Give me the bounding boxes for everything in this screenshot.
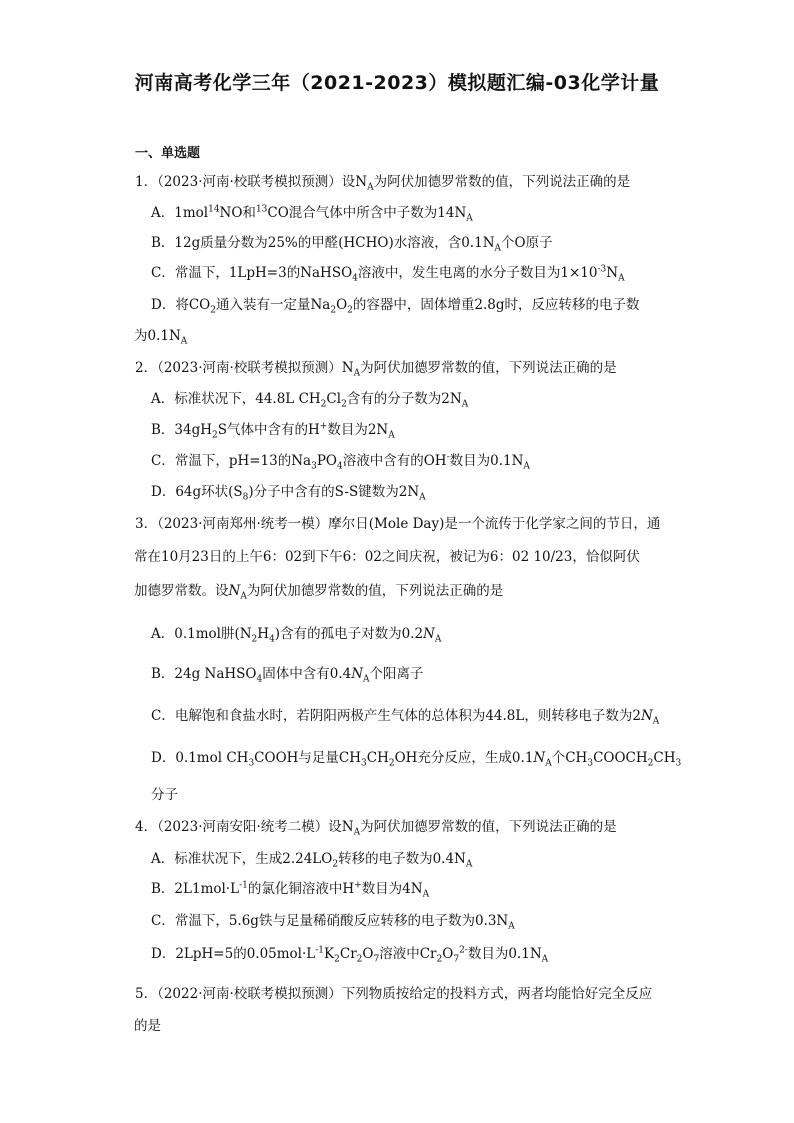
question-1-option-d: D．将$CO_2$通入装有一定量$Na_2O_2$的容器中，固体增重2.8g时，反应转移的电子数 [151, 297, 640, 316]
question-1-option-d-continued: 为$0.1N_A$ [134, 328, 188, 347]
question-1-option-c: C．常温下，1LpH=3的NaHSO$_4$溶液中，发生电离的水分子数目为$1\times 10^{-3}N_A$ [151, 264, 625, 284]
question-3-option-a: A．0.1mol肼$(N_2H_4)$含有的孤电子对数为$0.2N_A$ [151, 626, 442, 645]
question-3-option-d: D．0.1mol $CH_3COOH$与足量$CH_3CH_2OH$充分反应，生成$0.1N_A$个$CH_3COOCH_2CH_3$ [151, 750, 682, 769]
question-2-option-a: A．标准状况下，44.8L $CH_2Cl_2$含有的分子数为$2N_A$ [151, 391, 469, 410]
question-4-option-c: C．常温下，5.6g铁与足量稀硝酸反应转移的电子数为$0.3N_A$ [151, 913, 515, 932]
question-3-option-d-continued: 分子 [151, 787, 178, 803]
question-2-option-c: C．常温下，pH=13的$Na_3PO_4$溶液中含有的OH-数目为$0.1N_A$ [151, 452, 530, 472]
question-2-stem: 2．（2023·河南·校联考模拟预测）$N_A$为阿伏加德罗常数的值，下列说法正确的是 [135, 360, 617, 379]
question-3-option-b: B．24g NaHSO$_4$固体中含有$0.4N_A$个阳离子 [151, 666, 424, 685]
question-1-option-a: A．1mol$^{14}$NO和$^{13}$CO混合气体中所含中子数为$14N_A$ [151, 204, 473, 224]
question-4-option-b: B．$2L1mol\cdot L^{-1}$的氯化铜溶液中H+数目为$4N_A$ [151, 880, 430, 900]
question-3-stem-line-1: 3．（2023·河南郑州·统考一模）摩尔日(Mole Day)是一个流传于化学家之间的节日，通 [135, 516, 661, 532]
question-4-stem: 4．（2023·河南安阳·统考二模）设$N_A$为阿伏加德罗常数的值，下列说法正确的是 [135, 819, 617, 838]
section-heading: 一、单选题 [135, 146, 201, 161]
question-3-stem-line-3: 加德罗常数。设$N_A$为阿伏加德罗常数的值，下列说法正确的是 [134, 583, 504, 602]
question-1-option-b: B．12g质量分数为25%的甲醛(HCHO)水溶液，含$0.1N_A$个O原子 [151, 235, 553, 254]
question-4-option-a: A．标准状况下，生成$2.24LO_2$转移的电子数为$0.4N_A$ [151, 851, 473, 870]
question-5-stem-line-2: 的是 [134, 1018, 161, 1034]
question-3-option-c: C．电解饱和食盐水时，若阴阳两极产生气体的总体积为44.8L，则转移电子数为$2N_A$ [151, 708, 660, 727]
question-1-stem: 1．（2023·河南·校联考模拟预测）设$N_A$为阿伏加德罗常数的值，下列说法正确的是 [135, 174, 631, 193]
question-2-option-d: D．64g环状$(S_8)$分子中含有的S-S键数为$2N_A$ [151, 484, 426, 503]
question-3-stem-line-2: 常在10月23日的上午6：02到下午6：02之间庆祝，被记为6：02 10/23，恰似阿伏 [134, 549, 640, 565]
question-5-stem-line-1: 5．（2022·河南·校联考模拟预测）下列物质按给定的投料方式，两者均能恰好完全反应 [135, 986, 653, 1002]
page-title: 河南高考化学三年（2021-2023）模拟题汇编-03化学计量 [134, 72, 660, 94]
question-2-option-b: B．$34gH_2S$气体中含有的H+数目为$2N_A$ [151, 421, 395, 441]
question-4-option-d: D．2LpH=5的$0.05mol\cdot L^{-1}K_2Cr_2O_7$溶液中$Cr_2O_7^{2-}$数目为$0.1N_A$ [151, 945, 549, 965]
